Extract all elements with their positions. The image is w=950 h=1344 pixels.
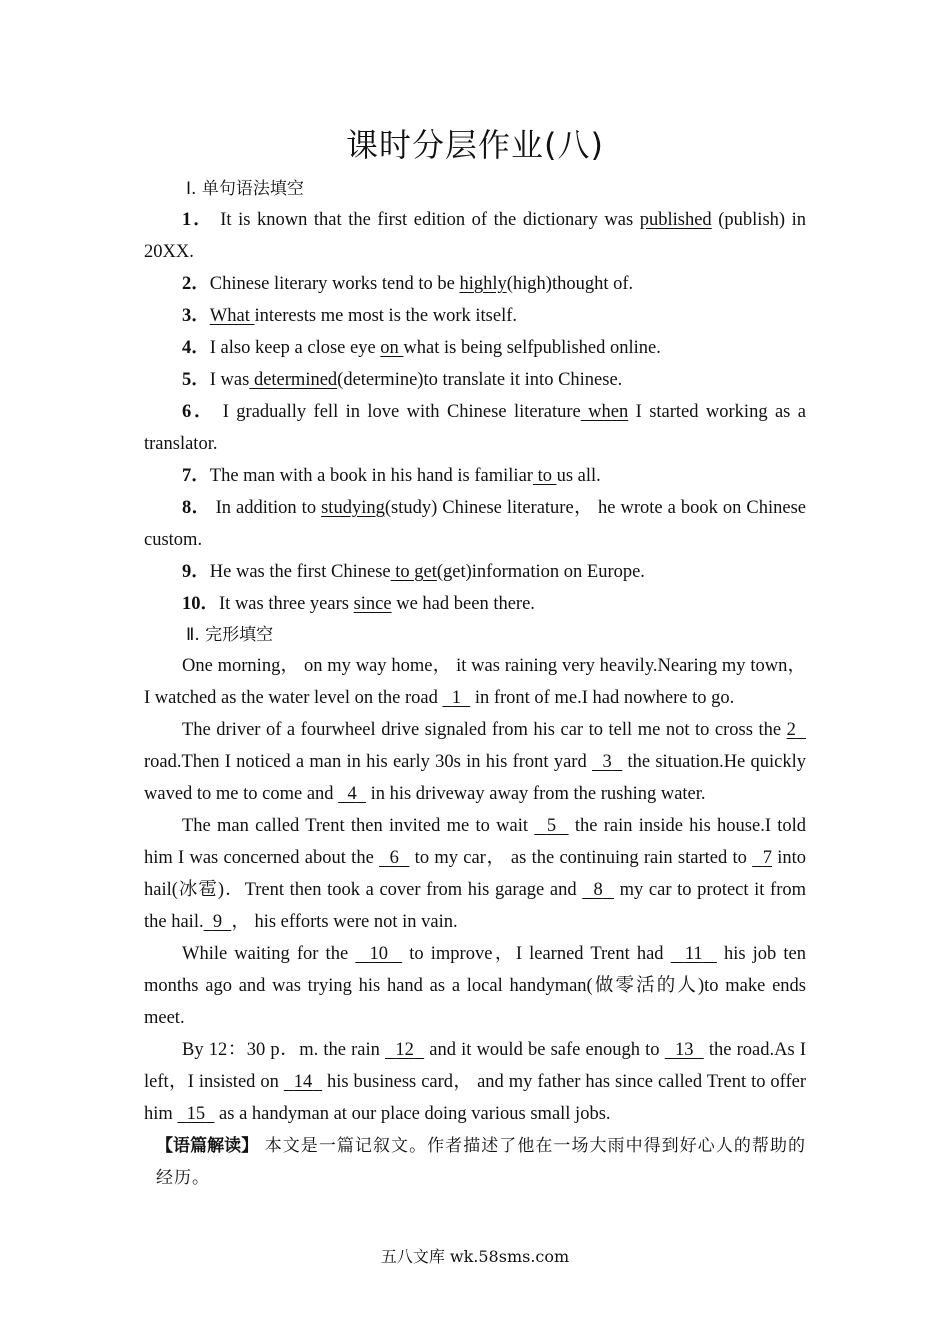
cloze-paragraph: The driver of a fourwheel drive signaled from his car to tell me not to cross the 2 road.Then I noticed a man in his early 30s in his front yard 3 the situation.He quickly waved to me to come and 4 in his driveway away from the rushing water. <box>144 720 807 804</box>
answer: studying <box>321 498 385 518</box>
question-item: 5．I was determined(determine)to translate it into Chinese. <box>182 370 623 390</box>
cloze-paragraph: While waiting for the 10 to improve，I learned Trent had 11 his job ten months ago and was trying his hand as a local handyman(做零活的人)to make ends meet. <box>144 944 807 1028</box>
question-number: 6． <box>182 402 216 422</box>
footer-watermark: 五八文库 wk.58sms.com <box>380 1247 570 1266</box>
blank: 15 <box>186 1104 206 1124</box>
blank: 3 <box>602 752 612 772</box>
blank: 14 <box>293 1072 313 1092</box>
answer: to <box>532 466 557 486</box>
answer: since <box>353 594 392 614</box>
question-item: 1． It is known that the first edition of the dictionary was published (publish) in 20XX. <box>144 210 807 262</box>
blank: 5 <box>546 816 557 836</box>
page-title: 课时分层作业(八) <box>346 126 604 164</box>
question-number: 8． <box>182 498 211 518</box>
question-number: 3． <box>182 306 210 326</box>
blank: 7 <box>762 848 772 868</box>
question-number: 2． <box>182 274 210 294</box>
blank: 13 <box>674 1040 694 1060</box>
question-item: 3．What interests me most is the work itself. <box>182 306 518 326</box>
blank: 10 <box>369 944 388 964</box>
question-item: 6． I gradually fell in love with Chinese literature when I started working as a translator. <box>144 402 806 454</box>
answer: when <box>580 402 629 422</box>
question-item: 7．The man with a book in his hand is familiar to us all. <box>182 466 601 486</box>
question-number: 1． <box>182 210 214 230</box>
question-item: 2．Chinese literary works tend to be highly(high)thought of. <box>182 274 634 294</box>
passage-note <box>144 1130 806 1194</box>
blank: 8 <box>593 880 603 900</box>
answer: published <box>639 210 712 230</box>
note-text: 本文是一篇记叙文。作者描述了他在一场大雨中得到好心人的帮助的经历。 <box>156 1136 806 1188</box>
document-body <box>144 174 806 1194</box>
cloze-paragraph: By 12：30 p．m. the rain 12 and it would be safe enough to 13 the road.As I left，I insisted on 14 his business card， and my father has since called Trent to offer him 15 as a handyman at our place doing various small jobs. <box>144 1040 807 1124</box>
question-item: 8． In addition to studying(study) Chinese literature， he wrote a book on Chinese custom. <box>144 498 807 550</box>
section-heading-cloze: Ⅱ. 完形填空 <box>186 625 274 645</box>
section-heading-grammar: Ⅰ. 单句语法填空 <box>186 179 304 199</box>
question-number: 9． <box>182 562 210 582</box>
blank: 9 <box>212 912 223 932</box>
question-number: 7． <box>182 466 210 486</box>
blank: 6 <box>389 848 399 868</box>
answer: determined <box>249 370 338 390</box>
question-item: 4．I also keep a close eye on what is being selfpublished online. <box>182 338 661 358</box>
blank: 1 <box>451 688 461 708</box>
answer: to get <box>390 562 437 582</box>
blank: 4 <box>347 784 357 804</box>
note-label: 【语篇解读】 <box>156 1136 259 1156</box>
cloze-paragraph: One morning， on my way home， it was raining very heavily.Nearing my town，I watched as the water level on the road 1 in front of me.I had nowhere to go. <box>144 656 806 708</box>
answer: highly <box>459 274 507 294</box>
question-number: 10． <box>182 594 220 614</box>
question-number: 4． <box>182 338 210 358</box>
answer: What <box>209 306 255 326</box>
cloze-paragraph: The man called Trent then invited me to wait 5 the rain inside his house.I told him I was concerned about the 6 to my car， as the continuing rain started to 7 into hail(冰雹)．Trent then took a cover from his garage and 8 my car to protect it from the hail. 9 ， his efforts were not in vain. <box>144 816 807 932</box>
blank: 2 <box>786 720 796 740</box>
question-number: 5． <box>182 370 210 390</box>
blank: 12 <box>395 1040 414 1060</box>
blank: 11 <box>684 944 703 964</box>
question-item: 9．He was the first Chinese to get(get)information on Europe. <box>182 562 645 582</box>
question-item: 10．It was three years since we had been there. <box>182 594 535 614</box>
answer: on <box>380 338 404 358</box>
